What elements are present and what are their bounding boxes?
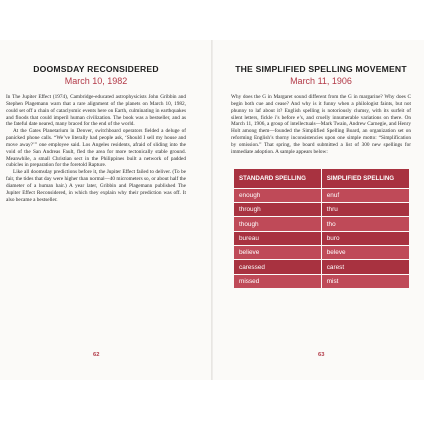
spelling-table — [233, 168, 410, 290]
table-row — [234, 203, 409, 216]
left-page-number: 62 — [93, 352, 100, 358]
simplified-cell: carest — [322, 260, 409, 273]
header-simplified-spelling: SIMPLIFIED SPELLING — [322, 169, 409, 188]
left-page-body — [6, 94, 186, 204]
left-page-date: March 10, 1982 — [64, 76, 128, 86]
left-paragraph-2: At the Gates Planetarium in Denver, switchboard operators fielded a deluge of panicked phone calls. “We’ve literally had people ask, ‘Should I sell my house and move away?’” one employee said. Los Angeles residents, afraid of sliding into the void of the San Andreas Fault, fled the area for more tectonically stable ground. Meanwhile, a small Christian sect in the Philippines built a network of padded cubicles in preparation for the foretold Rapture. — [6, 128, 186, 169]
simplified-cell: beleve — [322, 246, 409, 259]
table-row — [234, 260, 409, 273]
left-paragraph-1: In The Jupiter Effect (1974), Cambridge-educated astrophysicists John Gribbin and Stephen Plagemann warn that a rare alignment of the planets on March 10, 1982, could set off a chain of cataclysmic events here on Earth, culminating in earthquakes and floods that could imperil human civilization. The book was a bestseller, and as the fateful date neared, many braced for the end of the world. — [6, 94, 186, 128]
table-row — [234, 217, 409, 230]
header-standard-spelling: STANDARD SPELLING — [234, 169, 321, 188]
table-row — [234, 275, 409, 288]
right-page-title: THE SIMPLIFIED SPELLING MOVEMENT — [235, 64, 407, 74]
left-paragraph-3: Like all doomsday predictions before it, the Jupiter Effect failed to deliver. (To be fair, the tides that day were higher than normal—40 micrometers so, or about half the diameter of a human hair.) A year later, Gribbin and Plagemann published The Jupiter Effect Reconsidered, in which they explain why their prediction was off. It also became a bestseller. — [6, 169, 186, 203]
left-page — [6, 64, 186, 204]
standard-cell: though — [234, 217, 321, 230]
right-page — [231, 64, 411, 289]
spelling-table-header-row — [234, 169, 409, 188]
right-paragraph-1: Why does the G in Margaret sound different from the G in margarine? Why does C begin both cue and cease? And why is it funny when a philologist faints, but not phunny to laf about it? English spelling is notoriously clumsy, with its surfeit of silent letters, fickle i’s before e’s, and cruelly innumerable variations on there. On March 11, 1906, a group of intellectuals—Mark Twain, Andrew Carnegie, and Henry Holt among them—founded the Simplified Spelling Board, an organization set on reforming English’s thorny inconsistencies upon one simple motto: “Simplification by omission.” That spring, the board submitted a list of 300 new spellings for immediate adoption. A sample appears below: — [231, 94, 411, 155]
standard-cell: believe — [234, 246, 321, 259]
table-row — [234, 246, 409, 259]
book-gutter — [211, 40, 213, 380]
standard-cell: caressed — [234, 260, 321, 273]
simplified-cell: thru — [322, 203, 409, 216]
standard-cell: enough — [234, 189, 321, 202]
right-page-body — [231, 94, 411, 156]
simplified-cell: tho — [322, 217, 409, 230]
table-row — [234, 232, 409, 245]
left-page-title: DOOMSDAY RECONSIDERED — [33, 64, 159, 74]
right-page-date: March 11, 1906 — [290, 76, 352, 86]
table-row — [234, 189, 409, 202]
right-page-number: 63 — [318, 352, 325, 358]
standard-cell: bureau — [234, 232, 321, 245]
simplified-cell: enuf — [322, 189, 409, 202]
book-spread — [0, 40, 424, 380]
simplified-cell: mist — [322, 275, 409, 288]
simplified-cell: buro — [322, 232, 409, 245]
standard-cell: through — [234, 203, 321, 216]
standard-cell: missed — [234, 275, 321, 288]
